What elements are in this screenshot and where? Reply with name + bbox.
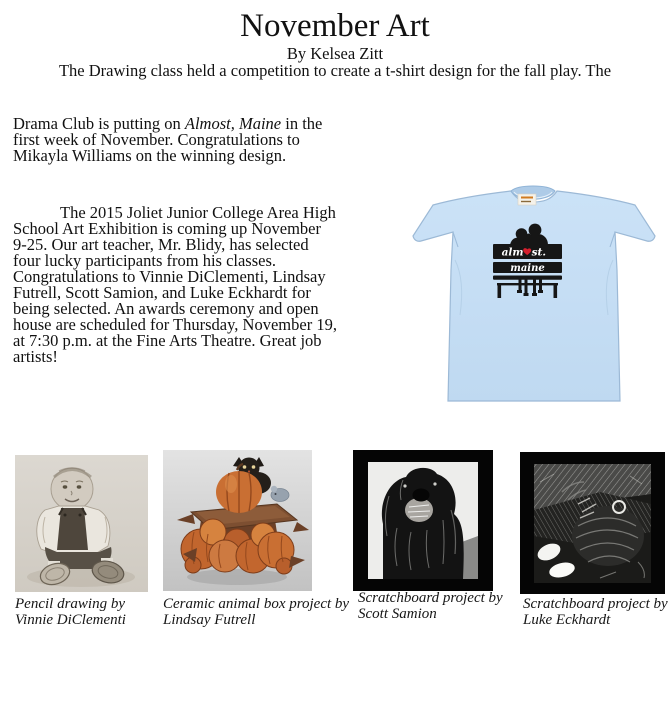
- design-word-almost-right: st.: [531, 246, 547, 259]
- caption-line: Pencil drawing by: [15, 596, 125, 612]
- byline: By Kelsea Zitt: [286, 44, 384, 63]
- design-word-maine: maine: [510, 263, 545, 274]
- paragraph-art-exhibition: The 2015 Joliet Junior College Area High School Art Exhibition is coming up November 9-25. Our art teacher, Mr. Blidy, has selected four lucky participants from his classes. Congratulations to Vinnie DiClementi, Lindsay Futrell, Scott Samion, and Luke Eckhardt for being selected. An awards ceremony and open house are scheduled for Thursday, November 19, at 7:30 p.m. at the Fine Arts Theatre. Great job artists!: [13, 203, 337, 366]
- caption-scratchboard-raccoons: [523, 597, 668, 628]
- design-word-almost-left: alm: [501, 246, 524, 259]
- caption-pencil-drawing: [15, 597, 126, 628]
- figure-scratchboard-raccoons: [520, 452, 665, 594]
- caption-line: Scratchboard project by: [523, 596, 668, 612]
- figure-scratchboard-dog: [353, 450, 493, 591]
- caption-line: Scratchboard project by: [358, 590, 503, 606]
- caption-line: Luke Eckhardt: [523, 611, 611, 628]
- paragraph-drama-club: Drama Club is putting on Almost, Maine in the first week of November. Congratulations to Mikayla Williams on the winning design.: [13, 114, 323, 165]
- caption-line: Lindsay Futrell: [163, 611, 256, 628]
- caption-ceramic-box: [163, 597, 349, 628]
- caption-line: Scott Samion: [358, 605, 437, 622]
- caption-line: Ceramic animal box project by: [163, 596, 350, 612]
- caption-scratchboard-dog: [358, 591, 503, 622]
- caption-line: Vinnie DiClementi: [15, 611, 126, 628]
- lede-line: The Drawing class held a competition to create a t-shirt design for the fall play. The: [58, 61, 612, 80]
- page-title: November Art: [240, 8, 430, 44]
- figure-pencil-drawing: [15, 455, 148, 592]
- figure-ceramic-box: [163, 450, 312, 591]
- article-body: [13, 116, 365, 365]
- tshirt-photo: [405, 150, 670, 412]
- collar-tag-icon: [518, 194, 536, 205]
